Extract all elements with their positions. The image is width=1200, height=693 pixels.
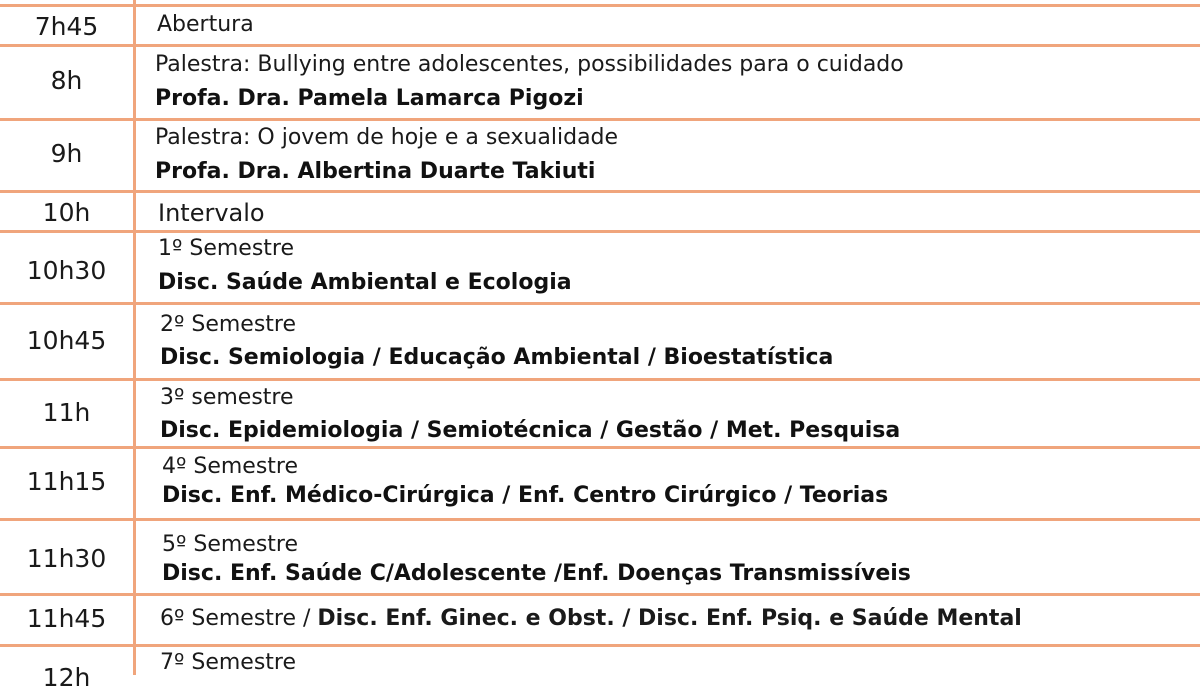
time-cell: 11h <box>42 398 91 427</box>
semester-label: 5º Semestre <box>162 532 299 557</box>
activity-speaker: Profa. Dra. Pamela Lamarca Pigozi <box>155 86 584 111</box>
time-column-divider <box>133 0 136 675</box>
semester-disciplines: Disc. Semiologia / Educação Ambiental / Bioestatística <box>160 345 834 370</box>
activity-title: Intervalo <box>158 199 265 227</box>
semester-entry <box>160 606 1022 632</box>
row-divider <box>0 593 1200 596</box>
semester-disciplines: Disc. Enf. Médico-Cirúrgica / Enf. Centro Cirúrgico / Teorias <box>162 483 889 508</box>
semester-label: 7º Semestre <box>160 650 297 675</box>
row-divider <box>0 230 1200 233</box>
semester-label: 3º semestre <box>160 385 294 410</box>
row-divider <box>0 44 1200 47</box>
time-cell: 10h30 <box>26 256 107 285</box>
row-divider <box>0 644 1200 647</box>
time-cell: 11h30 <box>26 544 107 573</box>
activity-speaker: Profa. Dra. Albertina Duarte Takiuti <box>155 159 596 184</box>
row-divider <box>0 302 1200 305</box>
row-divider <box>0 518 1200 521</box>
semester-disciplines: Disc. Enf. Ginec. e Obst. / Disc. Enf. Psiq. e Saúde Mental <box>317 606 1022 631</box>
time-cell: 9h <box>50 139 83 168</box>
row-divider <box>0 190 1200 193</box>
row-divider <box>0 378 1200 381</box>
semester-label: 6º Semestre / <box>160 606 318 631</box>
semester-label: 1º Semestre <box>158 236 295 261</box>
row-divider <box>0 118 1200 121</box>
semester-label: 2º Semestre <box>160 312 297 337</box>
time-cell: 11h15 <box>26 467 107 496</box>
time-cell: 10h45 <box>26 326 107 355</box>
row-divider <box>0 4 1200 7</box>
time-cell: 7h45 <box>34 12 99 41</box>
row-divider <box>0 446 1200 449</box>
time-cell: 8h <box>50 66 83 95</box>
time-cell: 11h45 <box>26 604 107 633</box>
time-cell: 12h <box>42 663 91 692</box>
semester-disciplines: Disc. Epidemiologia / Semiotécnica / Gestão / Met. Pesquisa <box>160 418 901 443</box>
semester-label: 4º Semestre <box>162 454 299 479</box>
activity-title: Palestra: Bullying entre adolescentes, possibilidades para o cuidado <box>155 52 904 77</box>
semester-disciplines: Disc. Saúde Ambiental e Ecologia <box>158 270 572 295</box>
time-cell: 10h <box>42 198 91 227</box>
activity-title: Palestra: O jovem de hoje e a sexualidade <box>155 125 619 150</box>
semester-disciplines: Disc. Enf. Saúde C/Adolescente /Enf. Doenças Transmissíveis <box>162 561 911 586</box>
activity-title: Abertura <box>157 12 254 37</box>
